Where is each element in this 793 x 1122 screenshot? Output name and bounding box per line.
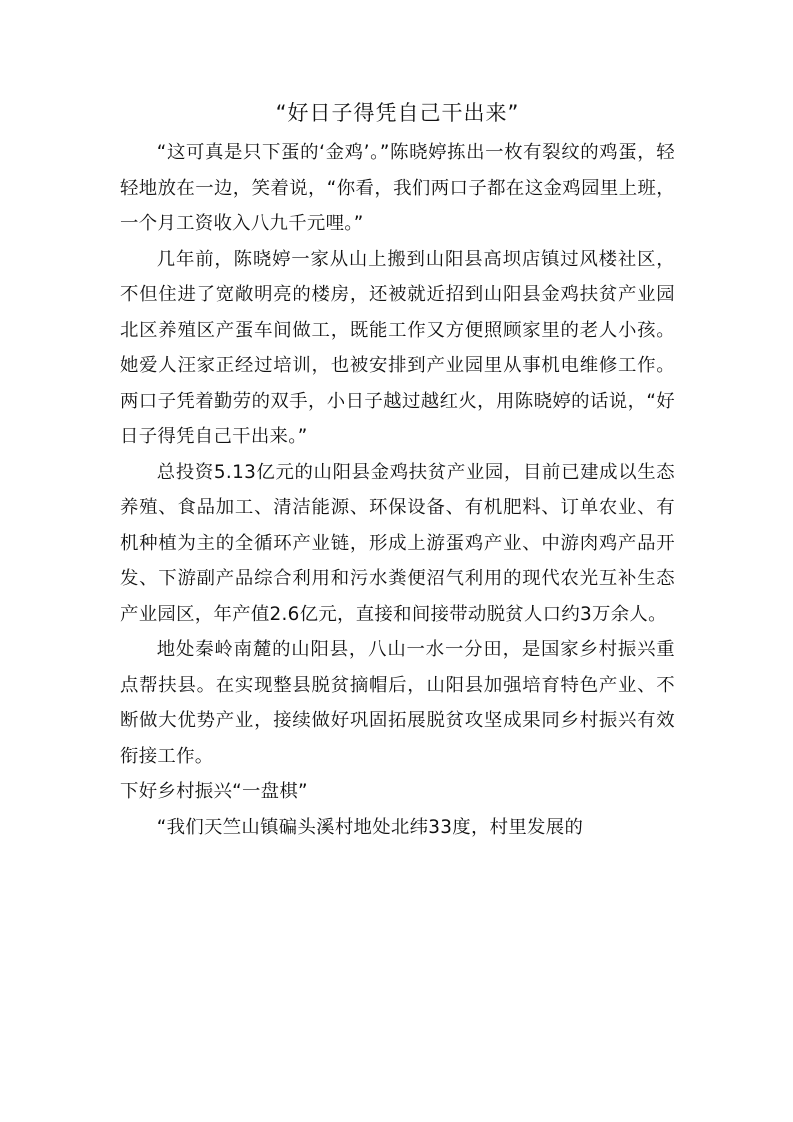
document-page: [120, 98, 675, 845]
paragraph-4: 地处秦岭南麓的山阳县，八山一水一分田，是国家乡村振兴重点帮扶县。在实现整县脱贫摘帽后，山阳县加强培育特色产业、不断做大优势产业，接续做好巩固拓展脱贫攻坚成果同乡村振兴有效衔接工作。: [120, 639, 675, 767]
paragraph-1: “这可真是只下蛋的‘金鸡’。”陈晓婷拣出一枚有裂纹的鸡蛋，轻轻地放在一边，笑着说，“你看，我们两口子都在这金鸡园里上班，一个月工资收入八九千元哩。”: [120, 142, 675, 234]
article-title: “好日子得凭自己干出来”: [275, 101, 520, 125]
paragraph-3: 总投资5.13亿元的山阳县金鸡扶贫产业园，目前已建成以生态养殖、食品加工、清洁能源、环保设备、有机肥料、订单农业、有机种植为主的全循环产业链，形成上游蛋鸡产业、中游肉鸡产品开发、下游副产品综合利用和污水粪便沼气利用的现代农光互补生态产业园区，年产值2.6亿元，直接和间接带动脱贫人口约3万余人。: [120, 461, 675, 625]
section-subheading: 下好乡村振兴“一盘棋”: [120, 781, 308, 802]
paragraph-5: “我们天竺山镇碥头溪村地处北纬33度，村里发展的: [156, 816, 584, 838]
paragraph-2: 几年前，陈晓婷一家从山上搬到山阳县高坝店镇过风楼社区，不但住进了宽敞明亮的楼房，还被就近招到山阳县金鸡扶贫产业园北区养殖区产蛋车间做工，既能工作又方便照顾家里的老人小孩。她爱人汪家正经过培训，也被安排到产业园里从事机电维修工作。两口子凭着勤劳的双手，小日子越过越红火，用陈晓婷的话说，“好日子得凭自己干出来。”: [120, 248, 675, 447]
